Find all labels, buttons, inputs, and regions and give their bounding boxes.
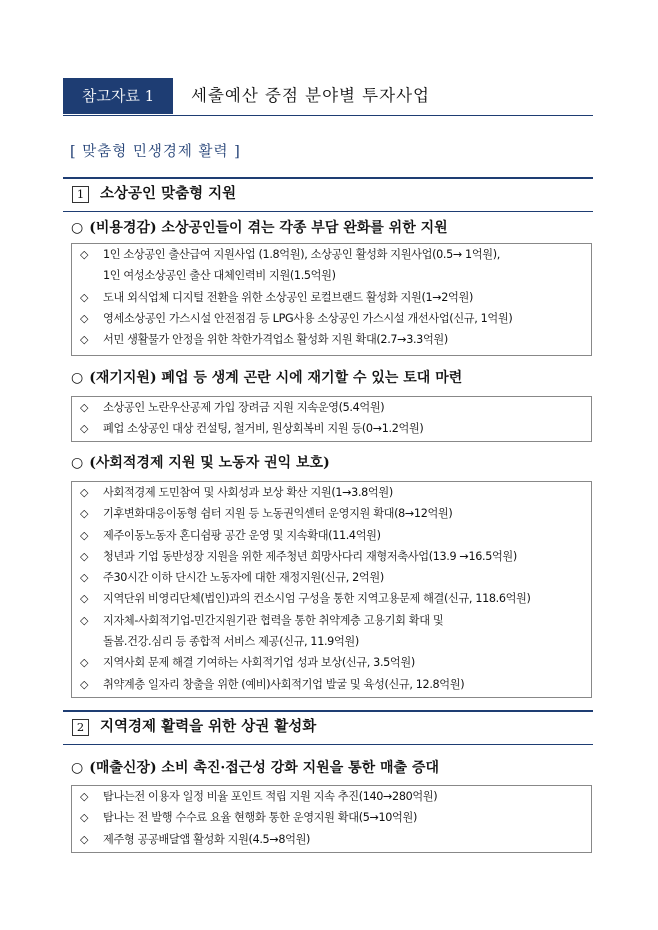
item-box [71, 243, 592, 356]
circle-icon: ○ [71, 220, 84, 236]
list-item [72, 567, 591, 588]
list-item [72, 418, 591, 439]
list-item-continuation [72, 265, 591, 286]
diamond-icon: ◇ [80, 486, 89, 499]
item-text: 사회적경제 도민참여 및 사회성과 보상 확산 지원(1→3.8억원) [103, 486, 393, 499]
list-item [72, 244, 591, 265]
diamond-icon: ◇ [80, 311, 89, 325]
list-item [72, 588, 591, 609]
diamond-icon: ◇ [80, 401, 89, 414]
item-text: 지역사회 문제 해결 기여하는 사회적기업 성과 보상(신규, 3.5억원) [103, 656, 415, 670]
diamond-icon: ◇ [80, 790, 89, 803]
topic-heading [71, 757, 439, 777]
item-text: 도내 외식업체 디지털 전환을 위한 소상공인 로컬브랜드 활성화 지원(1→2억원) [103, 290, 473, 304]
section-title: 지역경제 활력을 위한 상권 활성화 [100, 719, 317, 735]
list-item [72, 503, 591, 524]
diamond-icon: ◇ [80, 677, 89, 691]
list-item [72, 674, 591, 695]
item-text: 폐업 소상공인 대상 컨설팅, 철거비, 원상회복비 지원 등(0→1.2억원) [103, 422, 424, 436]
item-text: 지자체-사회적기업-민간지원기관 협력을 통한 취약계층 고용기회 확대 및 [103, 613, 444, 627]
item-text: 탐나는 전 발행 수수료 요율 현행화 통한 운영지원 확대(5→10억원) [103, 811, 417, 825]
item-text: 1인 여성소상공인 출산 대체인력비 지원(1.5억원) [103, 269, 336, 283]
list-item [72, 287, 591, 308]
reference-header [63, 78, 593, 116]
item-text: 제주이동노동자 혼디쉼팡 공간 운영 및 지속확대(11.4억원) [103, 528, 381, 542]
list-item [72, 329, 591, 350]
diamond-icon: ◇ [80, 549, 89, 563]
subtitle: [ 맞춤형 민생경제 활력 ] [70, 144, 241, 160]
diamond-icon: ◇ [80, 422, 89, 436]
item-text: 서민 생활물가 안정을 위한 착한가격업소 활성화 지원 확대(2.7→3.3억원) [103, 333, 448, 347]
topic-title: (비용경감) 소상공인들이 겪는 각종 부담 완화를 위한 지원 [89, 220, 448, 236]
list-item-continuation [72, 631, 591, 652]
item-text: 청년과 기업 동반성장 지원을 위한 제주청년 희망사다리 재형저축사업(13.9 →16.5억원) [103, 549, 517, 563]
list-item [72, 807, 591, 828]
item-text: 지역단위 비영리단체(법인)과의 컨소시엄 구성을 통한 지역고용문제 해결(신규, 118.6억원) [103, 592, 531, 606]
diamond-icon: ◇ [80, 248, 89, 261]
diamond-icon: ◇ [80, 333, 89, 347]
topic-title: (매출신장) 소비 촉진·접근성 강화 지원을 통한 매출 증대 [89, 760, 439, 776]
item-box [71, 396, 592, 442]
item-text: 영세소상공인 가스시설 안전점검 등 LPG사용 소상공인 가스시설 개선사업(신규, 1억원) [103, 311, 513, 325]
list-item [72, 482, 591, 503]
section-2-header [63, 710, 593, 745]
list-item [72, 829, 591, 850]
diamond-icon: ◇ [80, 811, 89, 825]
diamond-icon: ◇ [80, 592, 89, 606]
list-item [72, 652, 591, 673]
circle-icon: ○ [71, 760, 84, 776]
reference-tag: 참고자료 1 [63, 78, 173, 114]
item-text: 돌봄.건강.심리 등 종합적 서비스 제공(신규, 11.9억원) [103, 635, 359, 649]
item-text: 1인 소상공인 출산급여 지원사업 (1.8억원), 소상공인 활성화 지원사업(0.5→ 1억원), [103, 248, 500, 261]
section-1-header [63, 177, 593, 212]
list-item [72, 525, 591, 546]
header-rule [63, 115, 593, 116]
item-text: 취약계층 일자리 창출을 위한 (예비)사회적기업 발굴 및 육성(신규, 12.8억원) [103, 677, 465, 691]
section-number: 2 [72, 719, 89, 736]
list-item [72, 786, 591, 807]
list-item [72, 397, 591, 418]
topic-heading [71, 367, 462, 387]
section-number: 1 [72, 186, 89, 203]
topic-heading [71, 217, 448, 237]
diamond-icon: ◇ [80, 656, 89, 670]
list-item [72, 308, 591, 329]
diamond-icon: ◇ [80, 528, 89, 542]
item-box [71, 481, 592, 698]
item-text: 탐나는전 이용자 일정 비율 포인트 적립 지원 지속 추진(140→280억원) [103, 790, 438, 803]
diamond-icon: ◇ [80, 571, 89, 585]
document-title: 세출예산 중점 분야별 투자사업 [191, 86, 430, 105]
list-item [72, 610, 591, 631]
item-box [71, 785, 592, 853]
circle-icon: ○ [71, 370, 84, 386]
list-item [72, 546, 591, 567]
topic-title: (사회적경제 지원 및 노동자 권익 보호) [89, 455, 330, 471]
section-title: 소상공인 맞춤형 지원 [100, 186, 237, 202]
diamond-icon: ◇ [80, 290, 89, 304]
item-text: 소상공인 노란우산공제 가입 장려금 지원 지속운영(5.4억원) [103, 401, 385, 414]
diamond-icon: ◇ [80, 613, 89, 627]
topic-heading [71, 452, 330, 472]
circle-icon: ○ [71, 455, 84, 471]
diamond-icon: ◇ [80, 507, 89, 521]
item-text: 주30시간 이하 단시간 노동자에 대한 재정지원(신규, 2억원) [103, 571, 384, 585]
item-text: 제주형 공공배달앱 활성화 지원(4.5→8억원) [103, 832, 311, 846]
item-text: 기후변화대응이동형 쉼터 지원 등 노동권익센터 운영지원 확대(8→12억원) [103, 507, 453, 521]
topic-title: (재기지원) 폐업 등 생계 곤란 시에 재기할 수 있는 토대 마련 [89, 370, 463, 386]
diamond-icon: ◇ [80, 832, 89, 846]
